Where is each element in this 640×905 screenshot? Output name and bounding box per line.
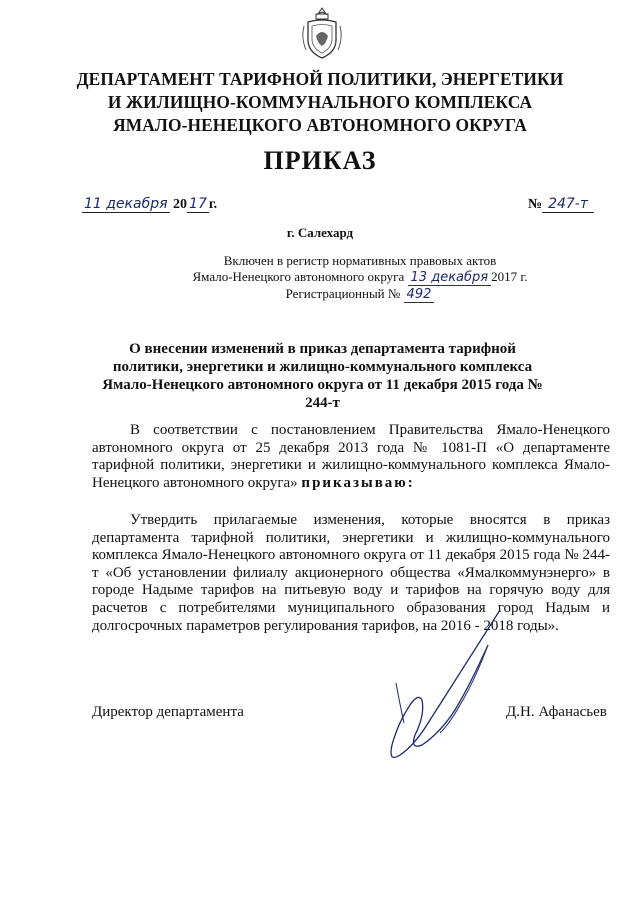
registration-line-3 (150, 286, 570, 303)
date-year-handwritten: 17 (189, 196, 207, 212)
document-type: ПРИКАЗ (263, 146, 377, 175)
date-suffix: г. (208, 197, 218, 212)
order-date (82, 196, 217, 213)
registration-stamp (150, 253, 570, 303)
signatory-name: Д.Н. Афанасьев (506, 704, 607, 720)
department-name (40, 68, 600, 137)
paragraph-resolution: Утвердить прилагаемые изменения, которые вносятся в приказ департамента тарифной политики, энергетики и жилищно-коммунального комплекса Ямало-Ненецкого автономного округа от 11 декабря 2015 года № 244-т «Об установлении филиалу акционерного общества «Ямалкоммунэнерго» в городе Надыме тарифов на питьевую воду и тарифов на горячую воду для расчетов с потребителями муниципального образования город Надым и долгосрочных параметров регулирования тарифов, на 2016 - 2018 годы». (92, 512, 610, 634)
registration-line-2 (150, 269, 570, 286)
handwritten-signature-icon (370, 605, 520, 775)
department-line-1: ДЕПАРТАМЕНТ ТАРИФНОЙ ПОЛИТИКИ, ЭНЕРГЕТИКИ (76, 69, 564, 89)
registration-date-handwritten: 13 декабря (408, 270, 492, 286)
coat-of-arms-icon (300, 6, 344, 62)
paragraph-basis (92, 422, 610, 492)
number-prefix: № (528, 197, 543, 212)
city: г. Салехард (286, 225, 354, 240)
registration-number-label: Регистрационный № (285, 286, 401, 301)
document-subject: О внесении изменений в приказ департамента тарифной политики, энергетики и жилищно-коммунального комплекса Ямало-Ненецкого автономного округа от 11 декабря 2015 года № 244-т (102, 341, 543, 411)
order-word: приказываю: (301, 474, 415, 491)
date-year-prefix: 20 (173, 197, 188, 212)
department-line-2: И ЖИЛИЩНО-КОММУНАЛЬНОГО КОМПЛЕКСА (107, 92, 533, 112)
paragraph-basis-text: В соответствии с постановлением Правительства Ямало-Ненецкого автономного округа от 25 декабря 2013 года № 1081-П «О департаменте тарифной политики, энергетики и жилищно-коммунального комплекса Ямало-Ненецкого автономного округа» (92, 422, 610, 491)
department-line-3: ЯМАЛО-НЕНЕЦКОГО АВТОНОМНОГО ОКРУГА (113, 115, 527, 135)
registration-line-1: Включен в регистр нормативных правовых актов (223, 253, 497, 268)
order-number (528, 196, 594, 213)
registration-number-handwritten: 492 (404, 287, 435, 303)
registration-region: Ямало-Ненецкого автономного округа (192, 269, 405, 284)
number-handwritten: 247-т (542, 196, 594, 213)
date-handwritten: 11 декабря (84, 196, 168, 212)
signatory-position: Директор департамента (92, 704, 244, 720)
registration-year: 2017 г. (491, 269, 528, 284)
